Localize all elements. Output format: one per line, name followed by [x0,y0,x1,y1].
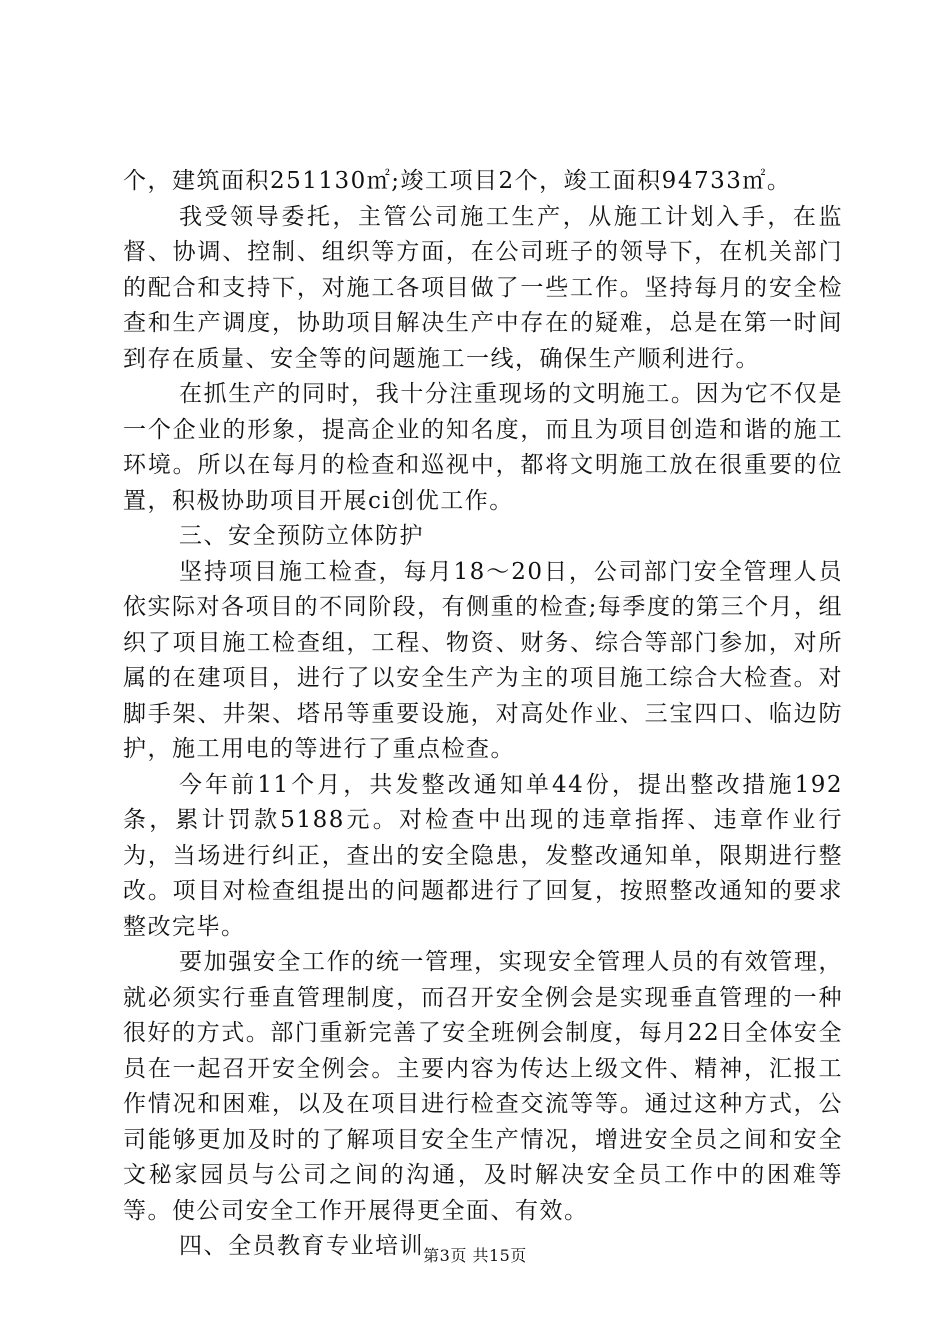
paragraph-civilized-construction: 在抓生产的同时，我十分注重现场的文明施工。因为它不仅是一个企业的形象，提高企业的知名度，而且为项目创造和谐的施工环境。所以在每月的检查和巡视中，都将文明施工放在很重要的位置，积极协助项目开展ci创优工作。 [123,381,843,514]
section-heading-staff-training: 四、全员教育专业培训 [179,1233,424,1259]
paragraph-safety-meetings: 要加强安全工作的统一管理，实现安全管理人员的有效管理，就必须实行垂直管理制度，而召开安全例会是实现垂直管理的一种很好的方式。部门重新完善了安全班例会制度，每月22日全体安全员在一起召开安全例会。主要内容为传达上级文件、精神，汇报工作情况和困难，以及在项目进行检查交流等等。通过这种方式，公司能够更加及时的了解项目安全生产情况，增进安全员之间和安全文秘家园员与公司之间的沟通，及时解决安全员工作中的困难等等。使公司安全工作开展得更全面、有效。 [123,949,843,1224]
paragraph-project-inspection: 坚持项目施工检查，每月18～20日，公司部门安全管理人员依实际对各项目的不同阶段，有侧重的检查;每季度的第三个月，组织了项目施工检查组，工程、物资、财务、综合等部门参加，对所属的在建项目，进行了以安全生产为主的项目施工综合大检查。对脚手架、井架、塔吊等重要设施，对高处作业、三宝四口、临边防护，施工用电的等进行了重点检查。 [123,558,843,762]
paragraph-construction-management: 我受领导委托，主管公司施工生产，从施工计划入手，在监督、协调、控制、组织等方面，在公司班子的领导下，在机关部门的配合和支持下，对施工各项目做了一些工作。坚持每月的安全检查和生产调度，协助项目解决生产中存在的疑难，总是在第一时间到存在质量、安全等的问题施工一线，确保生产顺利进行。 [123,203,843,372]
page-number-footer: 第3页 共15页 [423,1246,527,1265]
paragraph-rectification-notices: 今年前11个月，共发整改通知单44份，提出整改措施192条，累计罚款5188元。对检查中出现的违章指挥、违章作业行为，当场进行纠正，查出的安全隐患，发整改通知单，限期进行整改。项目对检查组提出的问题都进行了回复，按照整改通知的要求整改完毕。 [123,771,843,940]
paragraph-building-area: 个，建筑面积251130㎡;竣工项目2个，竣工面积94733㎡。 [123,168,792,194]
section-heading-safety-prevention: 三、安全预防立体防护 [179,523,424,549]
document-body [123,164,843,1265]
